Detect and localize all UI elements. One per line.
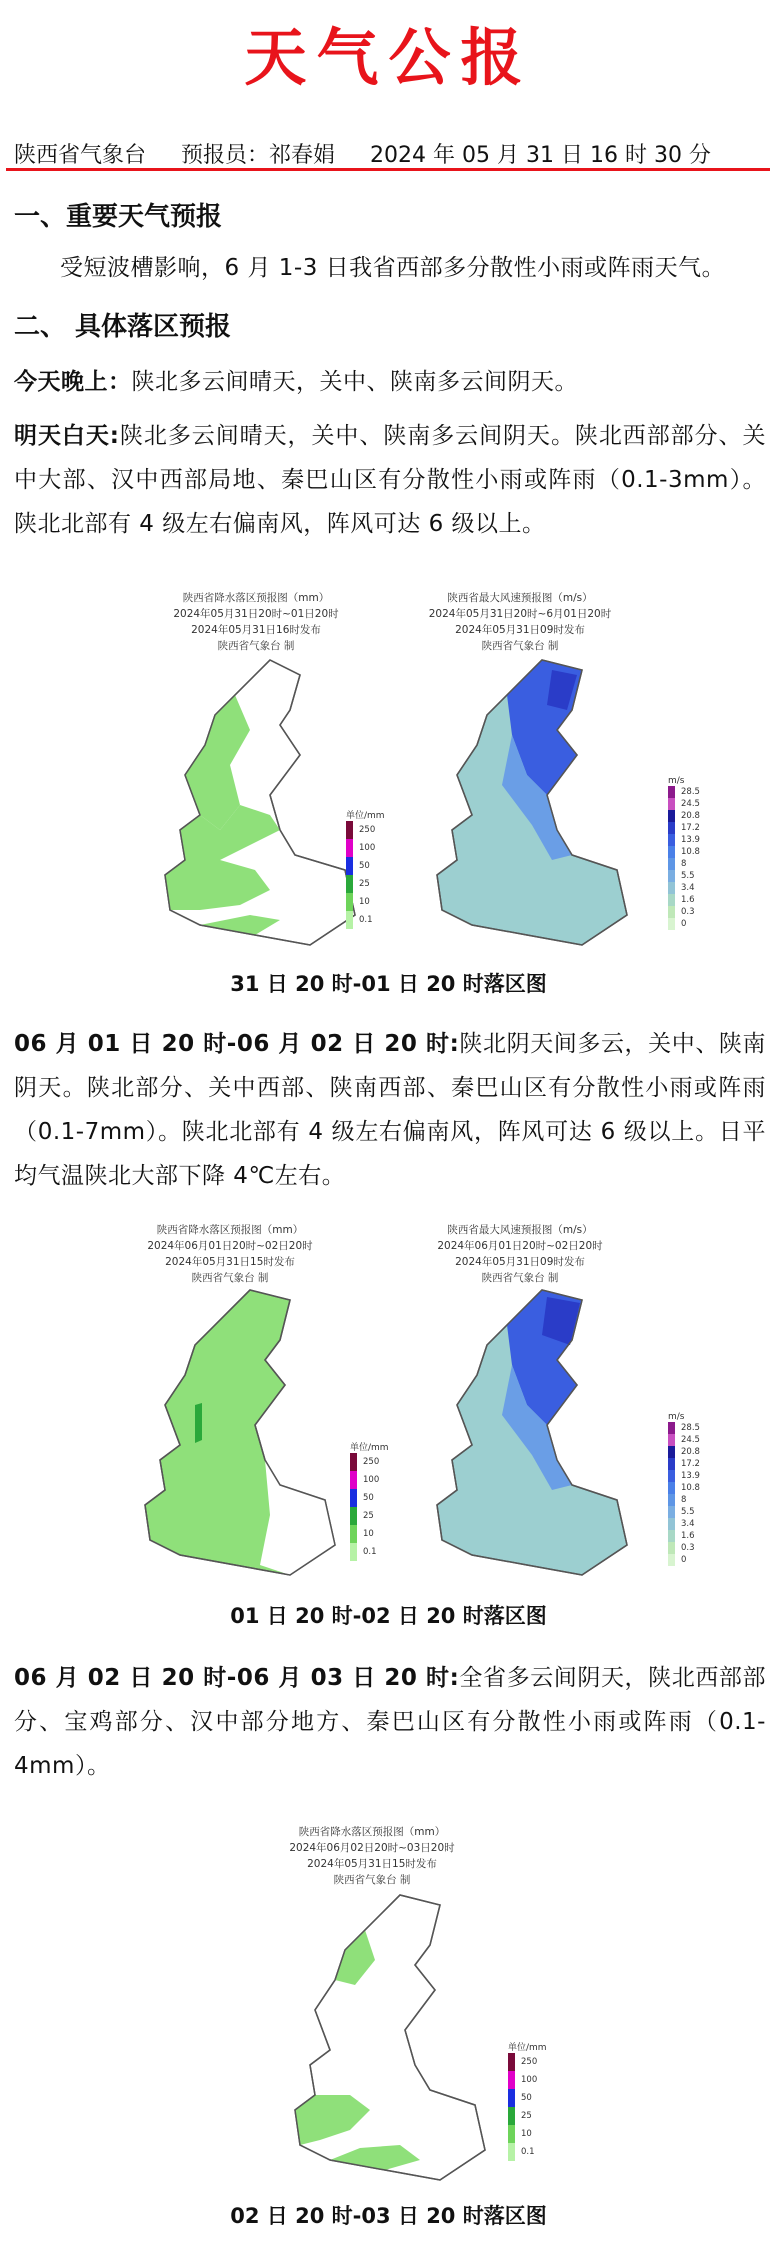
- period2-paragraph: [14, 1022, 766, 1198]
- issue-time: 2024 年 05 月 31 日 16 时 30 分: [370, 143, 711, 168]
- legend-entry: [668, 834, 708, 846]
- legend-entry: [668, 846, 708, 858]
- legend-label: 28.5: [681, 787, 700, 797]
- legend-label: 10: [359, 897, 370, 907]
- legend-swatch: [346, 839, 353, 857]
- tonight-text: 陕北多云间晴天，关中、陕南多云间阴天。: [131, 369, 578, 395]
- legend-entry: [350, 1525, 390, 1543]
- legend-rain-2: 单位/mm 250 100 50 25 10 0.1: [350, 1440, 390, 1561]
- legend-swatch: [668, 786, 675, 798]
- legend-rain-3: 单位/mm 250 100 50 25 10 0.1: [508, 2040, 548, 2161]
- legend-entry: [668, 798, 708, 810]
- legend-label: 13.9: [681, 835, 700, 845]
- legend-entry: [346, 857, 386, 875]
- legend-swatch: [668, 1482, 675, 1494]
- wind-map-1: [432, 655, 632, 950]
- legend-entry: [668, 1542, 708, 1554]
- legend-entry: [668, 1518, 708, 1530]
- legend-entry: [668, 1554, 708, 1566]
- tonight-paragraph: [14, 360, 766, 404]
- period3-text: 全省多云间阴天，陕北西部部分、宝鸡部分、汉中部分地方、秦巴山区有分散性小雨或阵雨（0.1-4mm）。: [14, 1665, 767, 1779]
- legend-swatch: [668, 894, 675, 906]
- legend-swatch: [668, 1494, 675, 1506]
- legend-label: 10.8: [681, 1483, 700, 1493]
- legend-swatch: [346, 821, 353, 839]
- map-title-wind2: 陕西省最大风速预报图（m/s） 2024年06月01日20时~02日20时 2024年05月31日09时发布 陕西省气象台 制: [437, 1224, 603, 1284]
- legend-label: 1.6: [681, 895, 695, 905]
- legend-label: 0.1: [521, 2147, 535, 2157]
- legend-swatch: [350, 1471, 357, 1489]
- legend-entry: [508, 2053, 548, 2071]
- legend-entry: [668, 1446, 708, 1458]
- legend-label: 0.1: [363, 1547, 377, 1557]
- legend-swatch: [508, 2053, 515, 2071]
- legend-swatch: [508, 2143, 515, 2161]
- legend-label: 250: [363, 1457, 380, 1467]
- legend-swatch: [350, 1489, 357, 1507]
- legend-label: 25: [521, 2111, 532, 2121]
- legend-entry: [668, 870, 708, 882]
- legend-entry: [668, 1458, 708, 1470]
- legend-entry: [668, 1494, 708, 1506]
- rain-map-1: [160, 655, 360, 950]
- legend-swatch: [668, 1434, 675, 1446]
- legend-rain-1: 单位/mm 250 100 50 25 10 0.1: [346, 808, 386, 929]
- legend-label: 17.2: [681, 823, 700, 833]
- legend-swatch: [668, 882, 675, 894]
- legend-swatch: [350, 1507, 357, 1525]
- legend-label: 100: [359, 843, 376, 853]
- period2-label: 06 月 01 日 20 时-06 月 02 日 20 时:: [14, 1031, 460, 1057]
- legend-label: 3.4: [681, 1519, 695, 1529]
- legend-swatch: [668, 1530, 675, 1542]
- legend-entry: [346, 911, 386, 929]
- legend-label: 17.2: [681, 1459, 700, 1469]
- legend-label: 3.4: [681, 883, 695, 893]
- legend-wind-2: m/s 28.5 24.5 20.8 17.2 13.9 10.8 8 5.5 3.4 1.6 0.3 0: [668, 1412, 708, 1566]
- legend-swatch: [668, 834, 675, 846]
- legend-swatch: [668, 846, 675, 858]
- legend-label: 25: [363, 1511, 374, 1521]
- legend-entry: [346, 839, 386, 857]
- legend-swatch: [668, 1506, 675, 1518]
- legend-swatch: [508, 2107, 515, 2125]
- legend-label: 10: [363, 1529, 374, 1539]
- legend-label: 100: [363, 1475, 380, 1485]
- legend-label: 50: [363, 1493, 374, 1503]
- legend-swatch: [668, 906, 675, 918]
- legend-swatch: [668, 1422, 675, 1434]
- legend-entry: [668, 918, 708, 930]
- legend-entry: [350, 1507, 390, 1525]
- legend-entry: [668, 786, 708, 798]
- legend-label: 5.5: [681, 871, 695, 881]
- legend-entry: [668, 906, 708, 918]
- legend-label: 20.8: [681, 811, 700, 821]
- legend-label: 5.5: [681, 1507, 695, 1517]
- legend-entry: [350, 1543, 390, 1561]
- legend-label: 0.3: [681, 907, 695, 917]
- rain-map-3: [290, 1890, 490, 2185]
- legend-label: 8: [681, 859, 687, 869]
- legend-swatch: [668, 918, 675, 930]
- legend-label: 50: [521, 2093, 532, 2103]
- period3-label: 06 月 02 日 20 时-06 月 03 日 20 时:: [14, 1665, 460, 1691]
- legend-entry: [668, 858, 708, 870]
- legend-entry: [346, 875, 386, 893]
- legend-swatch: [350, 1525, 357, 1543]
- legend-label: 0.1: [359, 915, 373, 925]
- legend-swatch: [508, 2089, 515, 2107]
- legend-swatch: [668, 810, 675, 822]
- legend-entry: [350, 1471, 390, 1489]
- legend-swatch: [346, 911, 353, 929]
- legend-swatch: [508, 2125, 515, 2143]
- legend-label: 100: [521, 2075, 538, 2085]
- legend-label: 250: [521, 2057, 538, 2067]
- legend-entry: [668, 894, 708, 906]
- caption-map-3: 02 日 20 时-03 日 20 时落区图: [230, 2204, 547, 2228]
- legend-label: 250: [359, 825, 376, 835]
- legend-label: 0: [681, 919, 687, 929]
- caption-map-2: 01 日 20 时-02 日 20 时落区图: [230, 1604, 547, 1628]
- legend-entry: [508, 2107, 548, 2125]
- rain-map-2: [140, 1285, 340, 1580]
- legend-entry: [508, 2143, 548, 2161]
- map-title-wind1: 陕西省最大风速预报图（m/s） 2024年05月31日20时~6月01日20时 2024年05月31日09时发布 陕西省气象台 制: [428, 592, 612, 652]
- legend-label: 10: [521, 2129, 532, 2139]
- legend-swatch: [668, 1518, 675, 1530]
- legend-swatch: [668, 870, 675, 882]
- legend-label: 25: [359, 879, 370, 889]
- section-important-text: 受短波槽影响，6 月 1-3 日我省西部多分散性小雨或阵雨天气。: [60, 255, 726, 281]
- legend-entry: [668, 1482, 708, 1494]
- legend-entry: [350, 1489, 390, 1507]
- legend-entry: [668, 1506, 708, 1518]
- legend-entry: [508, 2071, 548, 2089]
- legend-swatch: [350, 1543, 357, 1561]
- legend-label: 13.9: [681, 1471, 700, 1481]
- legend-entry: [668, 822, 708, 834]
- legend-swatch: [668, 822, 675, 834]
- legend-label: 8: [681, 1495, 687, 1505]
- legend-entry: [668, 1470, 708, 1482]
- map-title-rain2: 陕西省降水落区预报图（mm） 2024年06月01日20时~02日20时 2024年05月31日15时发布 陕西省气象台 制: [147, 1224, 313, 1284]
- forecaster: 预报员：祁春娟: [181, 143, 336, 168]
- header-line: [14, 138, 766, 169]
- legend-swatch: [668, 1446, 675, 1458]
- legend-label: 24.5: [681, 799, 700, 809]
- legend-label: 10.8: [681, 847, 700, 857]
- legend-swatch: [668, 1554, 675, 1566]
- map-title-rain1: 陕西省降水落区预报图（mm） 2024年05月31日20时~01日20时 2024年05月31日16时发布 陕西省气象台 制: [173, 592, 339, 652]
- tomorrow-text: 陕北多云间晴天，关中、陕南多云间阴天。陕北西部部分、关中大部、汉中西部局地、秦巴山区有分散性小雨或阵雨（0.1-3mm）。陕北北部有 4 级左右偏南风，阵风可达 6 级以上。: [14, 423, 767, 537]
- legend-entry: [668, 1434, 708, 1446]
- legend-wind-1: m/s 28.5 24.5 20.8 17.2 13.9 10.8 8 5.5 3.4 1.6 0.3 0: [668, 776, 708, 930]
- legend-entry: [508, 2089, 548, 2107]
- header-divider: [6, 168, 770, 171]
- legend-entry: [508, 2125, 548, 2143]
- page-title: 天气公报: [244, 21, 533, 94]
- legend-swatch: [508, 2071, 515, 2089]
- period3-paragraph: [14, 1656, 766, 1788]
- legend-label: 0: [681, 1555, 687, 1565]
- legend-entry: [668, 1530, 708, 1542]
- legend-swatch: [350, 1453, 357, 1471]
- section-detail-heading: 二、 具体落区预报: [14, 312, 232, 342]
- legend-entry: [668, 810, 708, 822]
- map-title-rain3: 陕西省降水落区预报图（mm） 2024年06月02日20时~03日20时 2024年05月31日15时发布 陕西省气象台 制: [289, 1826, 455, 1886]
- legend-entry: [350, 1453, 390, 1471]
- legend-swatch: [668, 1542, 675, 1554]
- legend-label: 50: [359, 861, 370, 871]
- legend-entry: [346, 893, 386, 911]
- tomorrow-label: 明天白天:: [14, 423, 120, 449]
- wind-map-2: [432, 1285, 632, 1580]
- legend-entry: [668, 1422, 708, 1434]
- tomorrow-paragraph: [14, 414, 766, 546]
- legend-swatch: [346, 893, 353, 911]
- legend-label: 28.5: [681, 1423, 700, 1433]
- issuing-org: 陕西省气象台: [14, 143, 147, 168]
- legend-swatch: [668, 1470, 675, 1482]
- caption-map-1: 31 日 20 时-01 日 20 时落区图: [230, 972, 547, 996]
- period2-text: 陕北阴天间多云，关中、陕南阴天。陕北部分、关中西部、陕南西部、秦巴山区有分散性小雨或阵雨（0.1-7mm）。陕北北部有 4 级左右偏南风，阵风可达 6 级以上。日平均气温陕北大部下降 4℃左右。: [14, 1031, 767, 1189]
- legend-label: 0.3: [681, 1543, 695, 1553]
- legend-label: 20.8: [681, 1447, 700, 1457]
- legend-swatch: [346, 857, 353, 875]
- legend-swatch: [668, 1458, 675, 1470]
- legend-swatch: [668, 858, 675, 870]
- tonight-label: 今天晚上：: [14, 369, 132, 395]
- legend-label: 1.6: [681, 1531, 695, 1541]
- legend-swatch: [668, 798, 675, 810]
- legend-entry: [346, 821, 386, 839]
- legend-label: 24.5: [681, 1435, 700, 1445]
- legend-entry: [668, 882, 708, 894]
- legend-swatch: [346, 875, 353, 893]
- section-important-heading: 一、重要天气预报: [14, 202, 223, 232]
